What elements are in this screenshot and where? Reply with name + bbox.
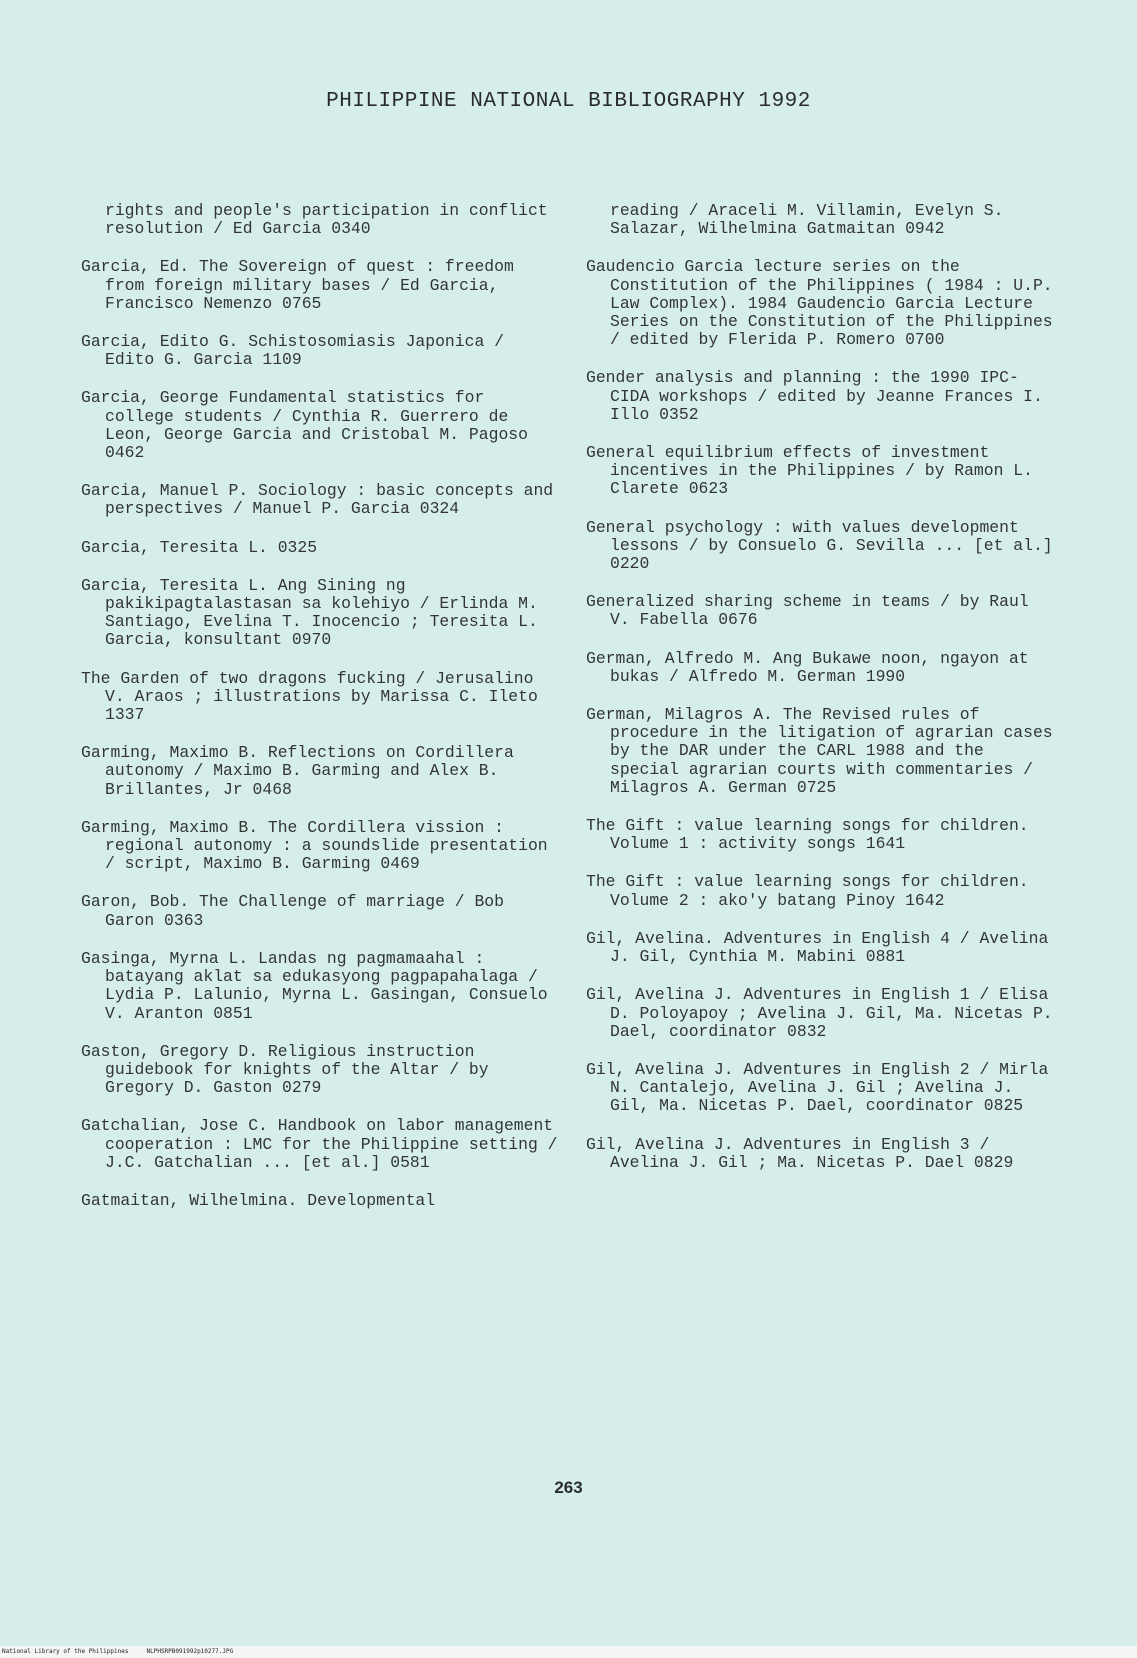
bibliography-entry: Garming, Maximo B. Reflections on Cordillera autonomy / Maximo B. Garming and Alex B. Brillantes, Jr 0468 <box>81 743 514 799</box>
bibliography-entry: General psychology : with values development lessons / by Consuelo G. Sevilla ... [et al.] 0220 <box>586 517 1053 574</box>
bibliography-entry: Gender analysis and planning : the 1990 IPC-CIDA workshops / edited by Jeanne Frances I. Illo 0352 <box>586 368 1043 424</box>
bibliography-entry: German, Alfredo M. Ang Bukawe noon, ngayon at bukas / Alfredo M. German 1990 <box>586 648 1029 686</box>
bibliography-entry: Gatmaitan, Wilhelmina. Developmental <box>81 1190 436 1210</box>
page-title: PHILIPPINE NATIONAL BIBLIOGRAPHY 1992 <box>326 90 811 113</box>
scan-footer: National Library of the Philippines NLPHSRPB091992p10277.JPG <box>2 1648 234 1655</box>
bibliography-entry: The Garden of two dragons fucking / Jerusalino V. Araos ; illustrations by Marissa C. Ileto 1337 <box>81 668 538 725</box>
page-number: 263 <box>554 1478 583 1497</box>
left-column <box>81 202 561 1230</box>
bibliography-entry: Garcia, Teresita L. 0325 <box>81 537 318 557</box>
bibliography-entry: Garcia, Ed. The Sovereign of quest : freedom from foreign military bases / Ed Garcia, Francisco Nemenzo 0765 <box>81 257 514 313</box>
bibliography-entry: rights and people's participation in conflict resolution / Ed Garcia 0340 <box>105 201 548 239</box>
bibliography-entry: The Gift : value learning songs for children. Volume 1 : activity songs 1641 <box>586 816 1029 854</box>
bibliography-entry: Gil, Avelina. Adventures in English 4 / Avelina J. Gil, Cynthia M. Mabini 0881 <box>586 928 1049 967</box>
bibliography-entry: Gaudencio Garcia lecture series on the Constitution of the Philippines ( 1984 : U.P. Law Complex). 1984 Gaudencio Garcia Lecture Series on the Constitution of the Philippines / edited by Flerida P. Romero 0700 <box>586 257 1053 350</box>
bibliography-entry: Garon, Bob. The Challenge of marriage / Bob Garon 0363 <box>81 892 504 930</box>
bibliography-entry: Generalized sharing scheme in teams / by Raul V. Fabella 0676 <box>586 592 1029 630</box>
bibliography-entry: Garcia, Edito G. Schistosomiasis Japonica / Edito G. Garcia 1109 <box>81 332 504 370</box>
bibliography-entry: German, Milagros A. The Revised rules of procedure in the litigation of agrarian cases by the DAR under the CARL 1988 and the special agrarian courts with commentaries / Milagros A. German 0725 <box>586 705 1053 797</box>
bibliography-entry: Gil, Avelina J. Adventures in English 2 / Mirla N. Cantalejo, Avelina J. Gil ; Avelina J. Gil, Ma. Nicetas P. Dael, coordinator 0825 <box>586 1059 1049 1116</box>
bibliography-entry: Gil, Avelina J. Adventures in English 3 / Avelina J. Gil ; Ma. Nicetas P. Dael 0829 <box>586 1134 1014 1172</box>
right-column <box>586 202 1056 1192</box>
bibliography-entry: Garming, Maximo B. The Cordillera vission : regional autonomy : a soundslide presentation / script, Maximo B. Garming 0469 <box>81 817 548 874</box>
bibliography-entry: General equilibrium effects of investment incentives in the Philippines / by Ramon L. Clarete 0623 <box>586 443 1033 499</box>
bibliography-entry: Gil, Avelina J. Adventures in English 1 / Elisa D. Poloyapoy ; Avelina J. Gil, Ma. Nicetas P. Dael, coordinator 0832 <box>586 985 1053 1041</box>
bibliography-entry: Gatchalian, Jose C. Handbook on labor management cooperation : LMC for the Philippine setting / J.C. Gatchalian ... [et al.] 0581 <box>81 1116 558 1172</box>
bibliography-entry: The Gift : value learning songs for children. Volume 2 : ako'y batang Pinoy 1642 <box>586 872 1029 910</box>
bibliography-entry: Gasinga, Myrna L. Landas ng pagmamaahal : batayang aklat sa edukasyong pagpapahalaga / Lydia P. Lalunio, Myrna L. Gasingan, Consuelo V. Aranton 0851 <box>81 948 548 1023</box>
bibliography-entry: Garcia, Manuel P. Sociology : basic concepts and perspectives / Manuel P. Garcia 0324 <box>81 481 554 519</box>
bibliography-entry: Gaston, Gregory D. Religious instruction guidebook for knights of the Altar / by Gregory D. Gaston 0279 <box>81 1041 489 1098</box>
bibliography-entry: Garcia, Teresita L. Ang Sining ng pakikipagtalastasan sa kolehiyo / Erlinda M. Santiago, Evelina T. Inocencio ; Teresita L. Garcia, konsultant 0970 <box>81 575 538 650</box>
bibliography-entry: Garcia, George Fundamental statistics for college students / Cynthia R. Guerrero de Leon, George Garcia and Cristobal M. Pagoso 0462 <box>81 388 528 463</box>
bibliography-entry: reading / Araceli M. Villamin, Evelyn S. Salazar, Wilhelmina Gatmaitan 0942 <box>610 201 1004 239</box>
